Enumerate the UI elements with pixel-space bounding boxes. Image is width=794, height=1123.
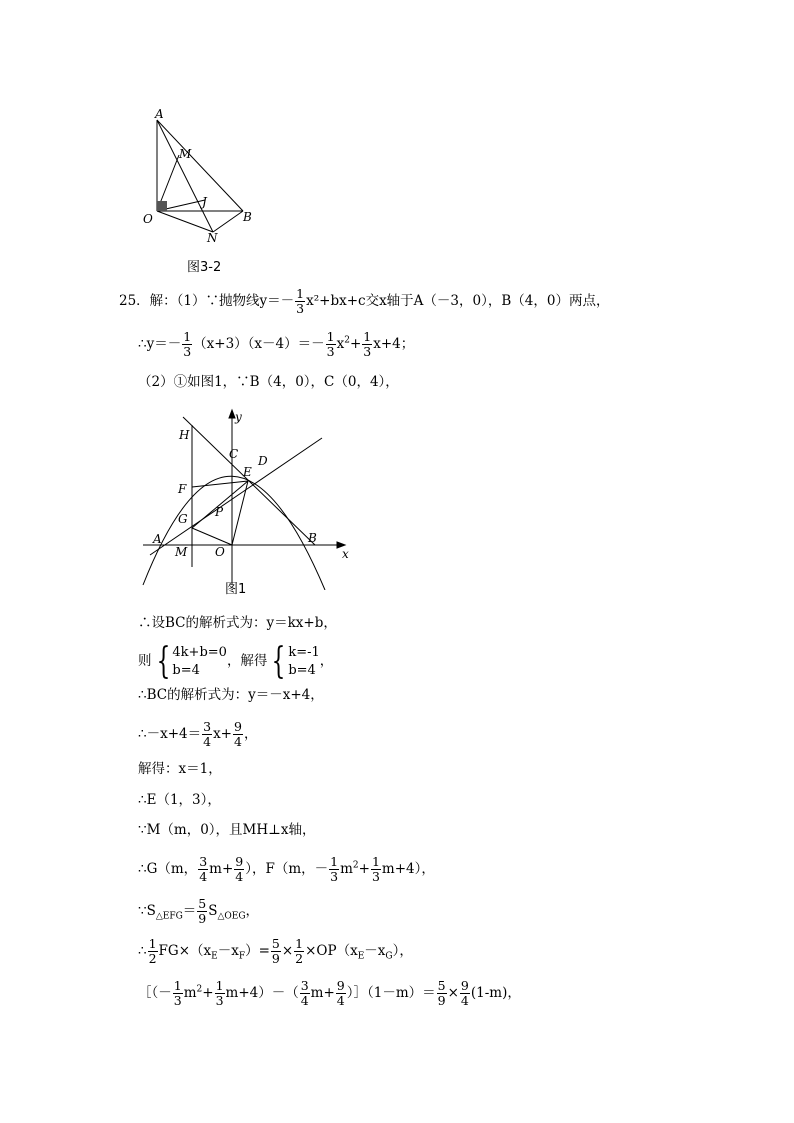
solution-line-2: ∴y＝－ $\frac{1}{3}$ （x+3）（x－4）＝－ $\frac{1}{3}$ $x^2+$ $\frac{1}{3}$ x+4； [138, 329, 415, 359]
label-E: E [243, 465, 252, 479]
axis-label-y: y [235, 410, 242, 424]
solution-line-6: ∴BC的解析式为：y＝－x+4， [138, 687, 324, 703]
label-G: G [178, 512, 188, 526]
figure-caption-1: 图1 [225, 582, 247, 597]
right-angle-mark [157, 201, 167, 211]
solution-line-10: ∵M（m，0），且MH⊥x轴， [138, 822, 316, 838]
label-B: B [308, 531, 317, 545]
label-H: H [179, 428, 190, 442]
figure-caption-3-2: 图3-2 [187, 260, 222, 275]
solution-line-3: （2）①如图1，∵B（4，0），C（0，4）， [138, 374, 399, 390]
axis-label-x: x [342, 547, 349, 561]
label-A: A [155, 107, 164, 121]
label-B: B [243, 210, 252, 224]
label-M: M [179, 147, 192, 161]
label-N: N [207, 231, 218, 245]
solution-line-11: ∴G（m， $\frac{3}{4}$ m+ $\frac{9}{4}$ ），F（m，－ $\frac{1}{3}$ $m^2+$ $\frac{1}{3}$ m+4）， [138, 854, 435, 884]
label-A: A [153, 532, 162, 546]
solution-line-8: 解得：x＝1， [138, 761, 222, 777]
label-O: O [215, 545, 225, 559]
label-D: D [258, 454, 268, 468]
solution-line-14: ［（－ $\frac{1}{3}$ $m^2+$ $\frac{1}{3}$ m+4）－（ $\frac{3}{4}$ m+ $\frac{9}{4}$ ）］（1－m）＝ $\frac{5}{9}$ × $\frac{9}{4}$ (1-m)， [138, 978, 521, 1008]
label-M: M [175, 545, 188, 559]
solution-line-5: 则 { 4k+b=0 b=4 ，解得 { k=-1 b=4 ， [138, 640, 334, 682]
label-J: J [202, 195, 207, 209]
label-O: O [143, 212, 153, 226]
solution-line-9: ∴E（1，3）， [138, 792, 221, 808]
solution-line-7: ∴－x+4＝ $\frac{3}{4}$ x+ $\frac{9}{4}$ ， [138, 719, 258, 749]
solution-line-1: 25．解：（1）∵抛物线y＝－ $\frac{1}{3}$ x²+bx+c交x轴于A（－3，0），B（4，0）两点， [119, 286, 610, 316]
solution-line-4: ∴设BC的解析式为：y＝kx+b， [138, 615, 337, 631]
figure-1-parabola [135, 405, 360, 590]
solution-line-13: ∴ $\frac{1}{2}$ $FG\times(x_E-x_F)=$ $\frac{5}{9}$ × $\frac{1}{2}$ $\times OP(x_E-x_G)$， [138, 936, 413, 966]
label-C: C [229, 447, 239, 461]
label-P: P [215, 505, 224, 519]
label-F: F [178, 482, 187, 496]
figure-3-2 [135, 105, 265, 250]
solution-line-12: $\because S_{\triangle EFG}=$ $\frac{5}{9}$ $S_{\triangle OEG}$， [138, 896, 260, 926]
